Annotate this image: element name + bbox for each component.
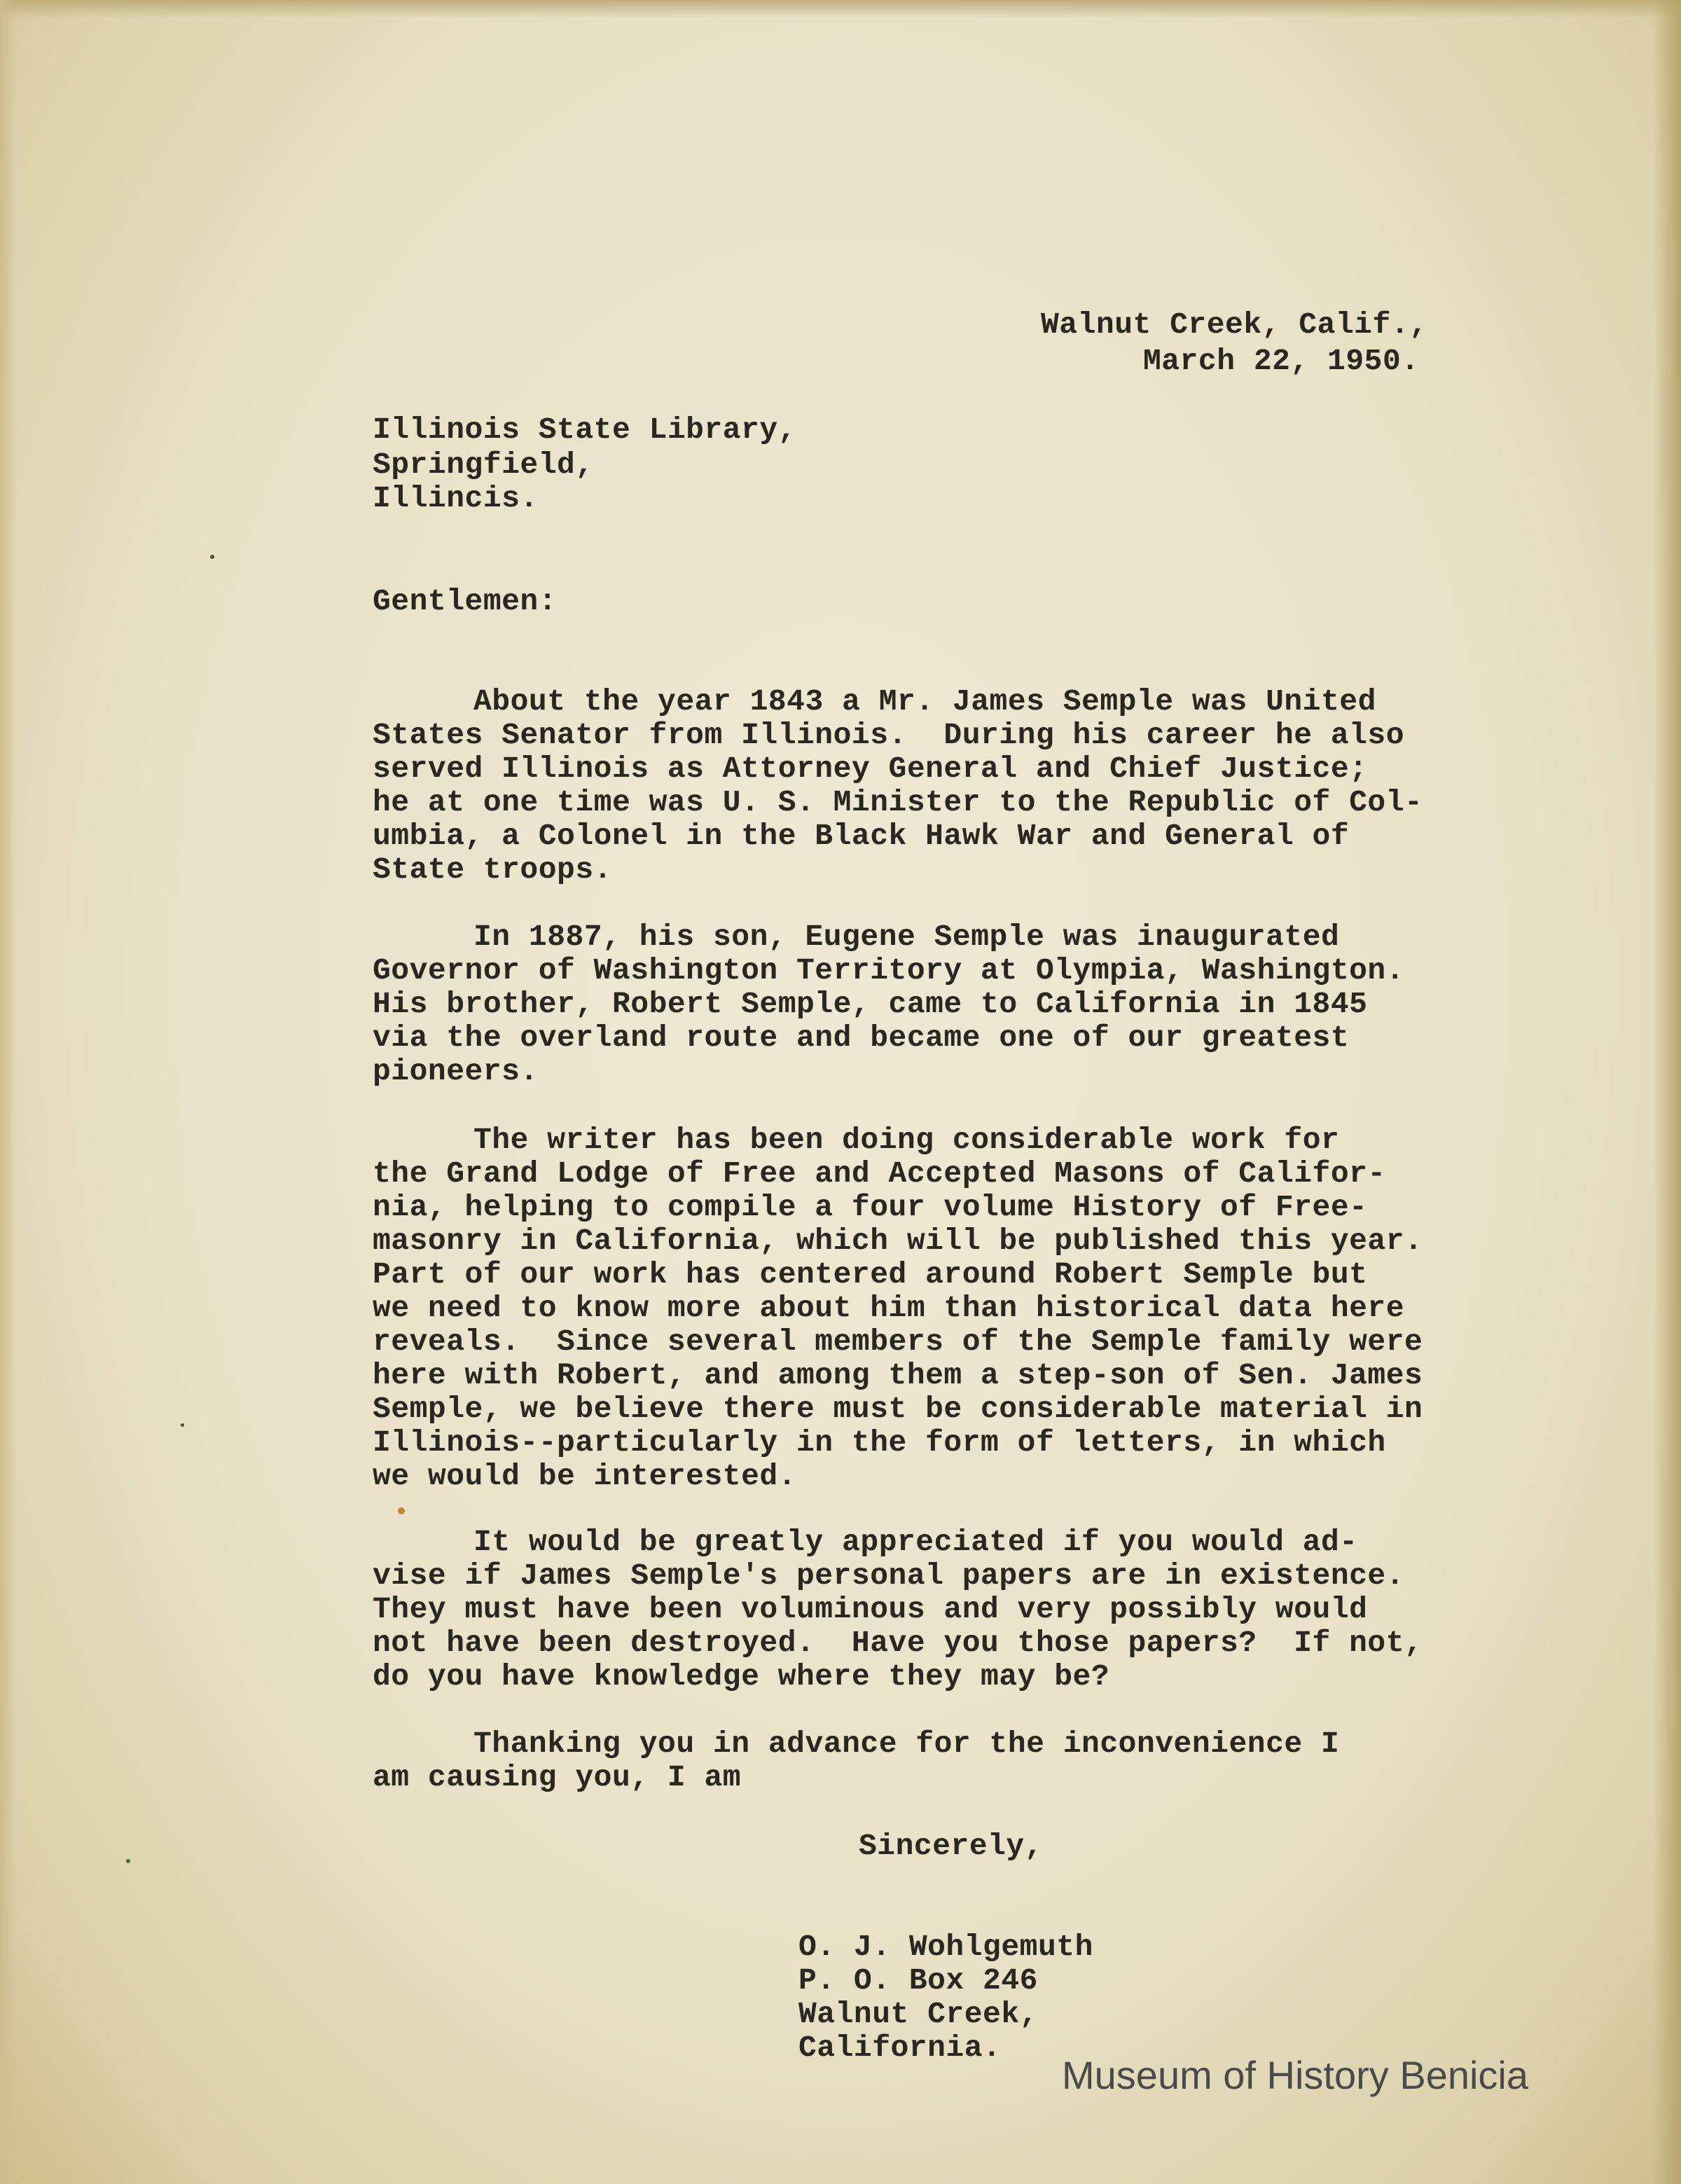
paragraph-4-line: not have been destroyed. Have you those papers? If not, xyxy=(373,1626,1423,1660)
paragraph-3-line: The writer has been doing considerable work for xyxy=(473,1123,1340,1157)
paragraph-4-line: It would be greatly appreciated if you would ad- xyxy=(473,1525,1358,1559)
paragraph-3-line: reveals. Since several members of the Semple family were xyxy=(373,1325,1423,1359)
recipient-line: Springfield, xyxy=(373,448,594,482)
paper-speck xyxy=(126,1859,130,1863)
recipient-line: Illinois State Library, xyxy=(373,413,796,447)
paragraph-2-line: pioneers. xyxy=(373,1054,539,1088)
paragraph-1-line: served Illinois as Attorney General and Chief Justice; xyxy=(373,752,1368,786)
paper-edge-right xyxy=(1653,0,1681,2184)
paper-edge-left xyxy=(0,0,17,2184)
paragraph-1-line: State troops. xyxy=(373,852,612,887)
paper-edge-top xyxy=(0,0,1681,18)
paragraph-2-line: His brother, Robert Semple, came to California in 1845 xyxy=(373,987,1368,1021)
paper-speck xyxy=(398,1507,405,1514)
paragraph-3-line: Semple, we believe there must be considerable material in xyxy=(373,1392,1423,1426)
paragraph-2-line: In 1887, his son, Eugene Semple was inaugurated xyxy=(473,920,1340,954)
paragraph-1-line: he at one time was U. S. Minister to the Republic of Col- xyxy=(373,785,1423,820)
signature-address: California. xyxy=(798,2031,1002,2065)
paragraph-1-line: States Senator from Illinois. During his career he also xyxy=(373,718,1405,752)
paragraph-2-line: Governor of Washington Territory at Olympia, Washington. xyxy=(373,953,1405,988)
paragraph-3-line: Part of our work has centered around Robert Semple but xyxy=(373,1257,1368,1292)
closing: Sincerely, xyxy=(859,1829,1044,1863)
paragraph-4-line: vise if James Semple's personal papers are in existence. xyxy=(373,1558,1405,1593)
paragraph-3-line: masonry in California, which will be published this year. xyxy=(373,1224,1423,1258)
paper-speck xyxy=(210,555,214,559)
paragraph-3-line: Illinois--particularly in the form of letters, in which xyxy=(373,1425,1386,1460)
paragraph-2-line: via the overland route and became one of our greatest xyxy=(373,1021,1350,1055)
museum-watermark: Museum of History Benicia xyxy=(1062,2053,1529,2097)
paragraph-1-line: umbia, a Colonel in the Black Hawk War and General of xyxy=(373,819,1350,853)
paragraph-3-line: we would be interested. xyxy=(373,1459,796,1493)
signature-name: O. J. Wohlgemuth xyxy=(798,1930,1093,1964)
signature-address: P. O. Box 246 xyxy=(798,1963,1038,1998)
paper-speck xyxy=(181,1423,184,1427)
paragraph-3-line: here with Robert, and among them a step-son of Sen. James xyxy=(373,1358,1423,1392)
paragraph-3-line: the Grand Lodge of Free and Accepted Masons of Califor- xyxy=(373,1156,1386,1191)
paragraph-4-line: do you have knowledge where they may be? xyxy=(373,1659,1110,1694)
paragraph-5-line: Thanking you in advance for the inconvenience I xyxy=(473,1727,1340,1761)
recipient-line: Illincis. xyxy=(373,481,539,516)
paragraph-3-line: nia, helping to compile a four volume History of Free- xyxy=(373,1190,1368,1224)
letter-date: March 22, 1950. xyxy=(1143,344,1420,378)
paragraph-3-line: we need to know more about him than historical data here xyxy=(373,1291,1405,1325)
letter-place: Walnut Creek, Calif., xyxy=(1041,307,1428,342)
salutation: Gentlemen: xyxy=(373,584,558,618)
paragraph-4-line: They must have been voluminous and very possibly would xyxy=(373,1592,1368,1626)
paragraph-1-line: About the year 1843 a Mr. James Semple was United xyxy=(473,684,1376,719)
signature-address: Walnut Creek, xyxy=(798,1997,1038,2031)
paragraph-5-line: am causing you, I am xyxy=(373,1760,742,1795)
